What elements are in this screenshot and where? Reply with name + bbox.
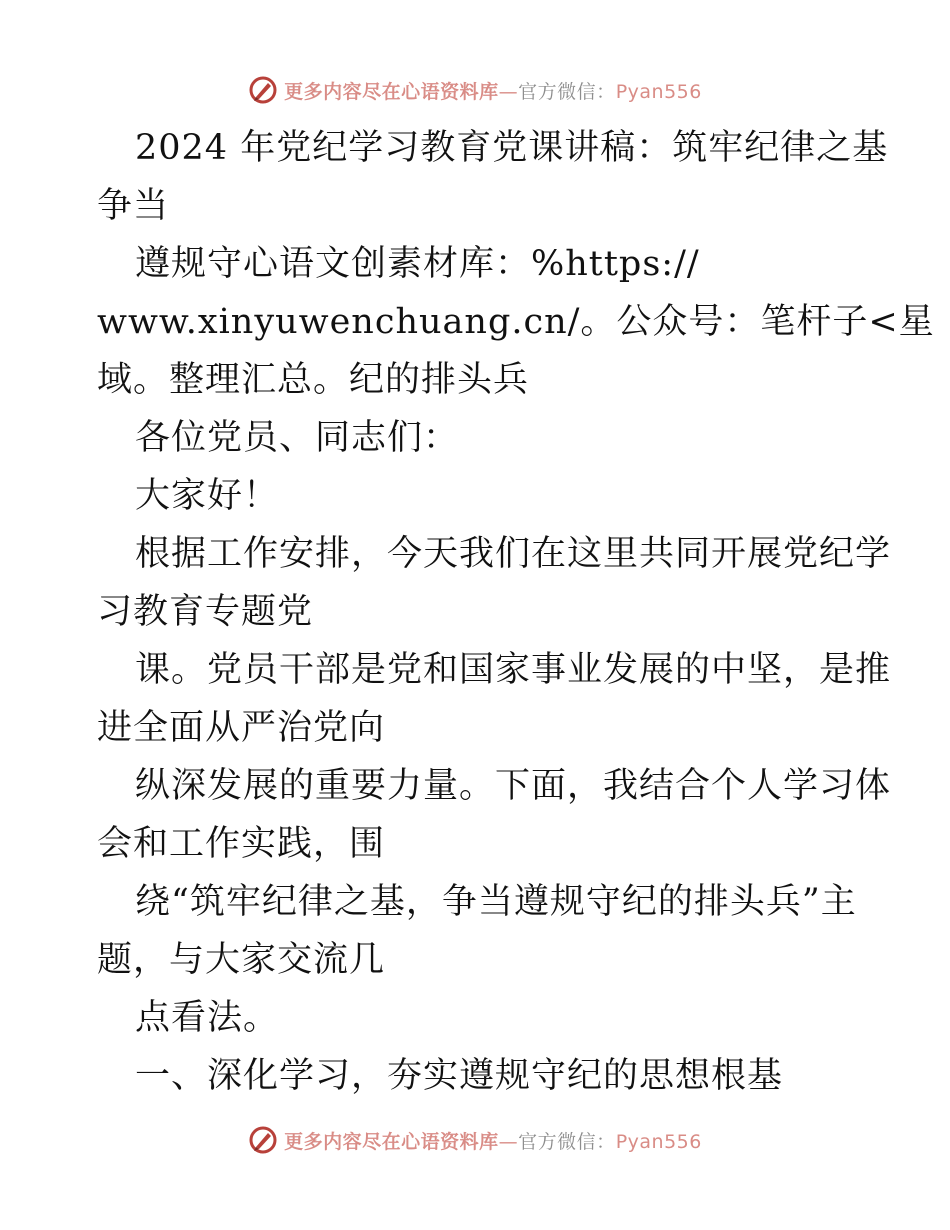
text-line: 习教育专题党 [97, 592, 314, 632]
text-line: 域。整理汇总。纪的排头兵 [97, 360, 530, 400]
header-watermark [0, 70, 950, 110]
text-line: 会和工作实践，围 [97, 824, 386, 864]
text-line: www.xinyuwenchuang.cn/。公众号：笔杆子<星 [97, 302, 935, 342]
text-line: 课。党员干部是党和国家事业发展的中坚，是推 [135, 650, 892, 690]
text-line: 纵深发展的重要力量。下面，我结合个人学习体 [135, 766, 892, 806]
salutation: 各位党员、同志们： [135, 418, 460, 458]
pen-seal-logo-icon [248, 75, 278, 105]
document-title-line-1: 2024 年党纪学习教育党课讲稿：筑牢纪律之基 [135, 128, 889, 168]
text-line: 根据工作安排，今天我们在这里共同开展党纪学 [135, 534, 892, 574]
text-line: 进全面从严治党向 [97, 708, 386, 748]
text-line: 遵规守心语文创素材库：%https:// [135, 244, 700, 284]
watermark-text: 更多内容尽在心语资料库—官方微信：Pyan556 [284, 80, 702, 103]
watermark-text: 更多内容尽在心语资料库—官方微信：Pyan556 [284, 1130, 702, 1153]
section-heading: 一、深化学习，夯实遵规守纪的思想根基 [135, 1056, 784, 1096]
greeting: 大家好！ [135, 476, 280, 516]
footer-watermark [0, 1120, 950, 1160]
document-title-line-2: 争当 [97, 186, 170, 226]
text-line: 绕“筑牢纪律之基，争当遵规守纪的排头兵”主 [135, 882, 857, 922]
text-line: 题，与大家交流几 [97, 940, 386, 980]
pen-seal-logo-icon [248, 1125, 278, 1155]
text-line: 点看法。 [135, 998, 280, 1038]
